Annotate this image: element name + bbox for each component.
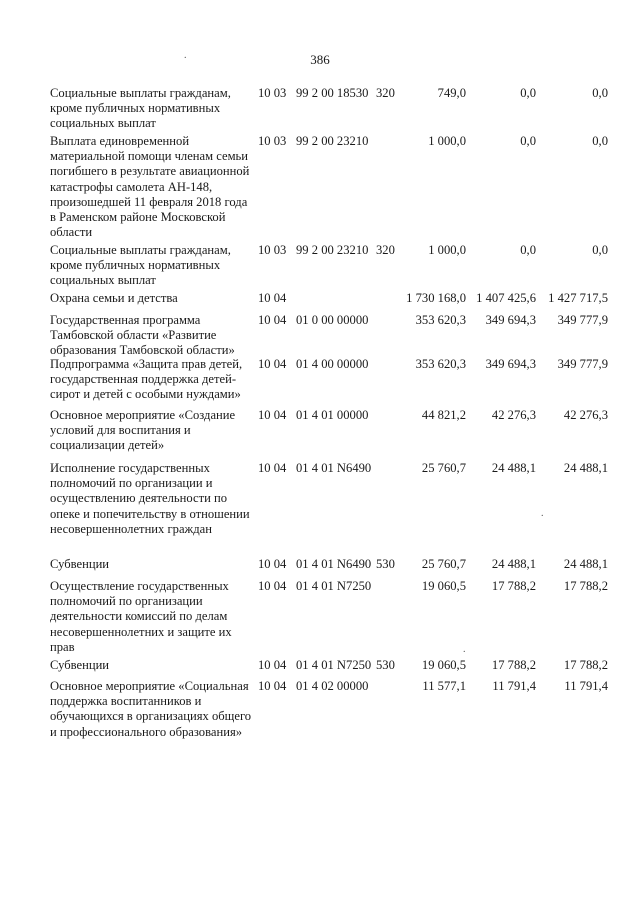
row-target-article: 99 2 00 18530 xyxy=(296,86,369,100)
row-section-code: 10 03 xyxy=(258,243,287,257)
row-amount-year1: 25 760,7 xyxy=(421,557,466,571)
row-name: Субвенции xyxy=(50,658,110,672)
row-amount-year3: 11 791,4 xyxy=(564,679,608,693)
row-amount-year2: 1 407 425,6 xyxy=(476,291,536,305)
row-amount-year3: 24 488,1 xyxy=(563,557,608,571)
row-section-code: 10 04 xyxy=(258,658,287,672)
row-amount-year2: 11 791,4 xyxy=(492,679,536,693)
budget-table xyxy=(0,86,640,759)
row-section-code: 10 04 xyxy=(258,461,287,475)
row-amount-year1: 44 821,2 xyxy=(421,408,466,422)
row-amount-year1: 353 620,3 xyxy=(415,357,466,371)
row-amount-year3: 17 788,2 xyxy=(563,579,608,593)
row-amount-year2: 24 488,1 xyxy=(491,557,536,571)
row-amount-year1: 1 000,0 xyxy=(428,243,466,257)
table-row xyxy=(0,461,640,557)
row-section-code: 10 04 xyxy=(258,313,287,327)
row-name: Государственная программа Тамбовской области «Развитие образования Тамбовской области» xyxy=(50,313,235,358)
row-amount-year2: 42 276,3 xyxy=(491,408,536,422)
table-row xyxy=(0,134,640,243)
row-name: Основное мероприятие «Создание условий для воспитания и социализации детей» xyxy=(50,408,236,453)
row-target-article: 01 4 01 N7250 xyxy=(296,579,372,593)
row-amount-year2: 349 694,3 xyxy=(485,313,536,327)
row-name: Основное мероприятие «Социальная поддержка воспитанников и обучающихся в организациях общего и профессионального образования» xyxy=(50,679,252,739)
row-section-code: 10 03 xyxy=(258,134,287,148)
scan-speck: . xyxy=(463,644,466,655)
row-name: Исполнение государственных полномочий по организации и осуществлению деятельности по опеке и попечительству в отношении несовершеннолетних граждан xyxy=(50,461,250,536)
row-amount-year2: 0,0 xyxy=(520,243,536,257)
row-target-article: 01 4 01 N6490 xyxy=(296,461,372,475)
row-name: Социальные выплаты гражданам, кроме публичных нормативных социальных выплат xyxy=(50,243,231,288)
table-row xyxy=(0,86,640,134)
row-target-article: 01 4 01 00000 xyxy=(296,408,369,422)
row-name: Охрана семьи и детства xyxy=(50,291,178,305)
row-section-code: 10 04 xyxy=(258,579,287,593)
row-amount-year3: 42 276,3 xyxy=(563,408,608,422)
row-name: Социальные выплаты гражданам, кроме публичных нормативных социальных выплат xyxy=(50,86,231,131)
table-row xyxy=(0,679,640,759)
row-target-article: 01 4 02 00000 xyxy=(296,679,369,693)
table-row xyxy=(0,243,640,291)
table-row xyxy=(0,291,640,313)
row-amount-year1: 19 060,5 xyxy=(421,579,466,593)
table-row xyxy=(0,658,640,679)
row-amount-year1: 1 730 168,0 xyxy=(406,291,466,305)
row-target-article: 01 4 01 N6490 xyxy=(296,557,372,571)
row-amount-year2: 0,0 xyxy=(520,134,536,148)
row-amount-year3: 0,0 xyxy=(592,134,608,148)
row-expense-type: 530 xyxy=(376,557,395,571)
scan-speck: . xyxy=(541,508,544,519)
row-name: Выплата единовременной материальной помощи членам семьи погибшего в результате авиационной катастрофы самолета АН-148, произошедшей 11 февраля 2018 года в Раменском районе Московской области xyxy=(50,134,250,240)
row-amount-year3: 24 488,1 xyxy=(563,461,608,475)
row-amount-year1: 749,0 xyxy=(437,86,466,100)
row-amount-year1: 19 060,5 xyxy=(421,658,466,672)
row-amount-year1: 1 000,0 xyxy=(428,134,466,148)
row-amount-year3: 349 777,9 xyxy=(557,357,608,371)
row-target-article: 99 2 00 23210 xyxy=(296,243,369,257)
row-target-article: 99 2 00 23210 xyxy=(296,134,369,148)
scan-speck: . xyxy=(184,50,187,61)
row-amount-year3: 349 777,9 xyxy=(557,313,608,327)
row-target-article: 01 4 01 N7250 xyxy=(296,658,372,672)
row-name: Осуществление государственных полномочий по организации деятельности комиссий по делам несовершеннолетних и защите их прав xyxy=(50,579,232,654)
row-expense-type: 530 xyxy=(376,658,395,672)
row-name: Субвенции xyxy=(50,557,110,571)
row-name: Подпрограмма «Защита прав детей, государственная поддержка детей-сирот и детей с особыми нуждами» xyxy=(50,357,243,402)
row-amount-year3: 1 427 717,5 xyxy=(548,291,608,305)
row-section-code: 10 04 xyxy=(258,291,287,305)
row-amount-year3: 0,0 xyxy=(592,86,608,100)
row-amount-year1: 353 620,3 xyxy=(415,313,466,327)
row-target-article: 01 0 00 00000 xyxy=(296,313,369,327)
row-amount-year2: 17 788,2 xyxy=(491,658,536,672)
row-amount-year1: 11 577,1 xyxy=(422,679,466,693)
row-section-code: 10 04 xyxy=(258,679,287,693)
row-amount-year2: 349 694,3 xyxy=(485,357,536,371)
row-section-code: 10 03 xyxy=(258,86,287,100)
row-section-code: 10 04 xyxy=(258,408,287,422)
table-row xyxy=(0,313,640,357)
row-expense-type: 320 xyxy=(376,86,395,100)
table-row xyxy=(0,408,640,461)
table-row xyxy=(0,357,640,408)
table-row xyxy=(0,579,640,658)
row-amount-year1: 25 760,7 xyxy=(421,461,466,475)
row-expense-type: 320 xyxy=(376,243,395,257)
table-row xyxy=(0,557,640,579)
row-section-code: 10 04 xyxy=(258,357,287,371)
row-amount-year3: 0,0 xyxy=(592,243,608,257)
row-amount-year3: 17 788,2 xyxy=(563,658,608,672)
row-section-code: 10 04 xyxy=(258,557,287,571)
row-amount-year2: 24 488,1 xyxy=(491,461,536,475)
row-amount-year2: 17 788,2 xyxy=(491,579,536,593)
row-target-article: 01 4 00 00000 xyxy=(296,357,369,371)
row-amount-year2: 0,0 xyxy=(520,86,536,100)
page-number: 386 xyxy=(310,52,330,67)
